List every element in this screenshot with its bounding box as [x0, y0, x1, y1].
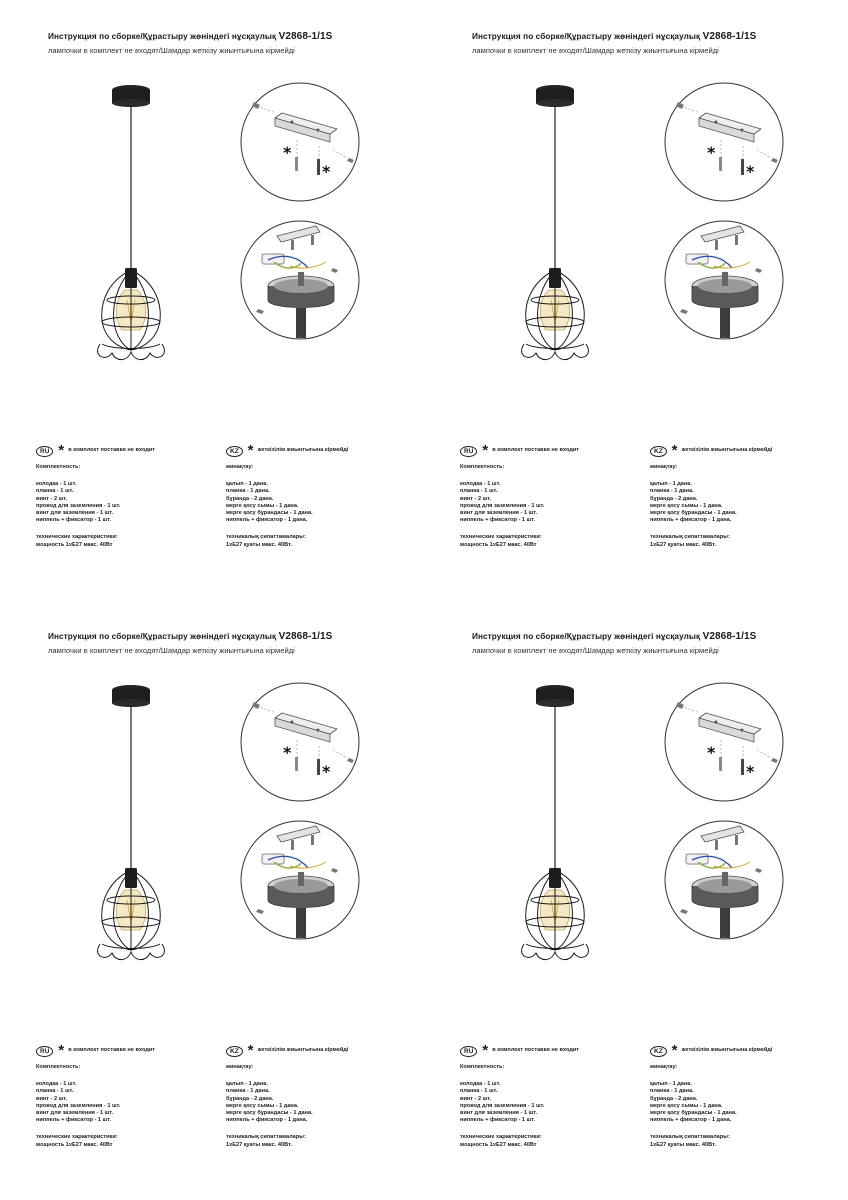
- kz-section: [226, 444, 416, 549]
- bulb-note: лампочки в комплект не входят/Шамдар жеткізу жиынтығына кірмейді: [472, 646, 719, 655]
- canopy-wiring-diagram: [665, 821, 783, 939]
- kz-spec-title: техникалық сипаттамалары:: [650, 1134, 730, 1141]
- marker-star-right: *: [746, 162, 755, 181]
- pendant-lamp-image: [522, 685, 589, 960]
- star-icon: *: [671, 442, 678, 459]
- list-item: винт для заземления - 1 шт.: [460, 1110, 538, 1117]
- kz-spec-value: 1xE27 қуаты макс. 40Вт.: [226, 1141, 292, 1148]
- list-item: винт - 2 шт.: [36, 495, 68, 502]
- kz-set-list: [226, 1081, 416, 1124]
- ru-note: в комплект поставки не входит: [492, 447, 579, 454]
- instruction-panel: [0, 0, 424, 600]
- list-item: планка - 1 шт.: [36, 1088, 74, 1095]
- list-item: винт - 2 шт.: [460, 495, 492, 502]
- list-item: планка - 1 шт.: [460, 488, 498, 495]
- star-icon: *: [482, 442, 489, 459]
- ru-note: в комплект поставки не входит: [492, 1047, 579, 1054]
- marker-star-right: *: [322, 162, 331, 181]
- model-number: V2868-1/1S: [702, 631, 757, 642]
- list-item: қалып - 1 дана.: [226, 481, 268, 488]
- ru-spec-title: технические характеристики:: [460, 534, 542, 541]
- title-text: Инструкция по сборке/Құрастыру жөніндегі нұсқаулық: [472, 32, 701, 41]
- list-item: жерге қосу сымы - 1 дана.: [650, 1102, 723, 1109]
- list-item: ниппель + фиксатор - 1 шт.: [36, 1117, 112, 1124]
- star-icon: *: [671, 1042, 678, 1059]
- ru-note: в комплект поставки не входит: [68, 1047, 155, 1054]
- list-item: провод для заземления - 1 шт.: [36, 1102, 121, 1109]
- ru-spec-title: технические характеристики:: [36, 1134, 118, 1141]
- canopy-wiring-diagram: [241, 221, 359, 339]
- model-number: V2868-1/1S: [278, 31, 333, 42]
- list-item: қалып - 1 дана.: [650, 1081, 692, 1088]
- list-item: ниппель + фиксатор - 1 дана.: [650, 1117, 732, 1124]
- star-icon: *: [58, 1042, 65, 1059]
- list-item: винт для заземления - 1 шт.: [36, 510, 114, 517]
- instruction-panel: [0, 600, 424, 1200]
- list-item: колодка - 1 шт.: [36, 1081, 77, 1088]
- list-item: провод для заземления - 1 шт.: [36, 502, 121, 509]
- kz-set-title: жинақтау:: [226, 1064, 254, 1070]
- ru-section: [36, 444, 216, 549]
- list-item: жерге қосу бұрандасы - 1 дана.: [226, 1110, 313, 1117]
- model-number: V2868-1/1S: [278, 631, 333, 642]
- ru-set-title: Комплектность:: [36, 464, 81, 470]
- ru-set-title: Комплектность:: [36, 1064, 81, 1070]
- ru-section: [36, 1044, 216, 1149]
- ru-spec-title: технические характеристики:: [36, 534, 118, 541]
- bulb-note: лампочки в комплект не входят/Шамдар жеткізу жиынтығына кірмейді: [472, 46, 719, 55]
- kz-note: жеткізілім жиынтығына кірмейді: [257, 447, 349, 454]
- ru-spec-title: технические характеристики:: [460, 1134, 542, 1141]
- list-item: колодка - 1 шт.: [460, 481, 501, 488]
- kz-set-title: жинақтау:: [650, 464, 678, 470]
- kz-set-title: жинақтау:: [650, 1064, 678, 1070]
- kz-spec-title: техникалық сипаттамалары:: [650, 534, 730, 541]
- star-icon: *: [482, 1042, 489, 1059]
- ru-spec-value: мощность 1xE27 макс. 40Вт: [460, 541, 537, 548]
- marker-star-left: *: [283, 743, 292, 762]
- kz-section: [650, 1044, 840, 1149]
- list-item: бұранда - 2 дана.: [226, 495, 274, 502]
- ru-badge: RU: [36, 1046, 53, 1057]
- list-item: жерге қосу бұрандасы - 1 дана.: [650, 1110, 737, 1117]
- pendant-lamp-image: [522, 85, 589, 360]
- mounting-plate-diagram: [665, 683, 783, 801]
- kz-note: жеткізілім жиынтығына кірмейді: [257, 1047, 349, 1054]
- marker-star-left: *: [707, 743, 716, 762]
- list-item: планка - 1 дана.: [650, 1088, 694, 1095]
- ru-spec-value: мощность 1xE27 макс. 40Вт: [36, 1141, 113, 1148]
- kz-badge: KZ: [650, 1046, 667, 1057]
- ru-note: в комплект поставки не входит: [68, 447, 155, 454]
- kz-badge: KZ: [226, 446, 243, 457]
- marker-star-right: *: [746, 762, 755, 781]
- kz-spec-title: техникалық сипаттамалары:: [226, 1134, 306, 1141]
- list-item: ниппель + фиксатор - 1 шт.: [460, 1117, 536, 1124]
- list-item: ниппель + фиксатор - 1 дана.: [650, 517, 732, 524]
- list-item: ниппель + фиксатор - 1 шт.: [36, 517, 112, 524]
- mounting-plate-diagram: [241, 83, 359, 201]
- list-item: провод для заземления - 1 шт.: [460, 502, 545, 509]
- kz-spec-value: 1xE27 қуаты макс. 40Вт.: [650, 1141, 716, 1148]
- list-item: планка - 1 дана.: [650, 488, 694, 495]
- kz-section: [650, 444, 840, 549]
- list-item: планка - 1 дана.: [226, 488, 270, 495]
- marker-star-right: *: [322, 762, 331, 781]
- title-text: Инструкция по сборке/Құрастыру жөніндегі нұсқаулық: [48, 632, 277, 641]
- kz-spec-title: техникалық сипаттамалары:: [226, 534, 306, 541]
- kz-note: жеткізілім жиынтығына кірмейді: [681, 1047, 773, 1054]
- pendant-lamp-image: [98, 685, 165, 960]
- list-item: жерге қосу сымы - 1 дана.: [650, 502, 723, 509]
- bulb-note: лампочки в комплект не входят/Шамдар жеткізу жиынтығына кірмейді: [48, 46, 295, 55]
- instruction-panel: [424, 600, 848, 1200]
- kz-section: [226, 1044, 416, 1149]
- ru-set-title: Комплектность:: [460, 1064, 505, 1070]
- ru-badge: RU: [460, 446, 477, 457]
- pendant-lamp-image: [98, 85, 165, 360]
- star-icon: *: [58, 442, 65, 459]
- kz-set-list: [650, 1081, 840, 1124]
- star-icon: *: [247, 442, 254, 459]
- list-item: бұранда - 2 дана.: [226, 1095, 274, 1102]
- list-item: жерге қосу сымы - 1 дана.: [226, 1102, 299, 1109]
- ru-badge: RU: [460, 1046, 477, 1057]
- assembly-illustration: [0, 600, 424, 1030]
- list-item: винт для заземления - 1 шт.: [460, 510, 538, 517]
- mounting-plate-diagram: [665, 83, 783, 201]
- assembly-illustration: [424, 0, 848, 430]
- model-number: V2868-1/1S: [702, 31, 757, 42]
- list-item: ниппель + фиксатор - 1 шт.: [460, 517, 536, 524]
- kz-set-title: жинақтау:: [226, 464, 254, 470]
- ru-spec-value: мощность 1xE27 макс. 40Вт: [36, 541, 113, 548]
- kz-note: жеткізілім жиынтығына кірмейді: [681, 447, 773, 454]
- kz-spec-value: 1xE27 қуаты макс. 40Вт.: [650, 541, 716, 548]
- list-item: винт для заземления - 1 шт.: [36, 1110, 114, 1117]
- list-item: планка - 1 шт.: [36, 488, 74, 495]
- ru-set-list: [36, 481, 216, 524]
- ru-badge: RU: [36, 446, 53, 457]
- ru-section: [460, 1044, 640, 1149]
- list-item: винт - 2 шт.: [460, 1095, 492, 1102]
- kz-set-list: [226, 481, 416, 524]
- list-item: колодка - 1 шт.: [36, 481, 77, 488]
- list-item: жерге қосу сымы - 1 дана.: [226, 502, 299, 509]
- kz-badge: KZ: [650, 446, 667, 457]
- list-item: қалып - 1 дана.: [650, 481, 692, 488]
- list-item: бұранда - 2 дана.: [650, 495, 698, 502]
- ru-set-list: [36, 1081, 216, 1124]
- list-item: қалып - 1 дана.: [226, 1081, 268, 1088]
- list-item: планка - 1 шт.: [460, 1088, 498, 1095]
- mounting-plate-diagram: [241, 683, 359, 801]
- ru-set-title: Комплектность:: [460, 464, 505, 470]
- ru-spec-value: мощность 1xE27 макс. 40Вт: [460, 1141, 537, 1148]
- list-item: провод для заземления - 1 шт.: [460, 1102, 545, 1109]
- list-item: планка - 1 дана.: [226, 1088, 270, 1095]
- title-text: Инструкция по сборке/Құрастыру жөніндегі нұсқаулық: [48, 32, 277, 41]
- ru-section: [460, 444, 640, 549]
- list-item: жерге қосу бұрандасы - 1 дана.: [226, 510, 313, 517]
- marker-star-left: *: [707, 143, 716, 162]
- list-item: жерге қосу бұрандасы - 1 дана.: [650, 510, 737, 517]
- ru-set-list: [460, 481, 640, 524]
- bulb-note: лампочки в комплект не входят/Шамдар жеткізу жиынтығына кірмейді: [48, 646, 295, 655]
- kz-spec-value: 1xE27 қуаты макс. 40Вт.: [226, 541, 292, 548]
- title-text: Инструкция по сборке/Құрастыру жөніндегі нұсқаулық: [472, 632, 701, 641]
- assembly-illustration: [424, 600, 848, 1030]
- marker-star-left: *: [283, 143, 292, 162]
- list-item: бұранда - 2 дана.: [650, 1095, 698, 1102]
- canopy-wiring-diagram: [665, 221, 783, 339]
- star-icon: *: [247, 1042, 254, 1059]
- kz-badge: KZ: [226, 1046, 243, 1057]
- kz-set-list: [650, 481, 840, 524]
- canopy-wiring-diagram: [241, 821, 359, 939]
- list-item: ниппель + фиксатор - 1 дана.: [226, 517, 308, 524]
- assembly-illustration: [0, 0, 424, 430]
- list-item: колодка - 1 шт.: [460, 1081, 501, 1088]
- instruction-panel: [424, 0, 848, 600]
- ru-set-list: [460, 1081, 640, 1124]
- list-item: ниппель + фиксатор - 1 дана.: [226, 1117, 308, 1124]
- list-item: винт - 2 шт.: [36, 1095, 68, 1102]
